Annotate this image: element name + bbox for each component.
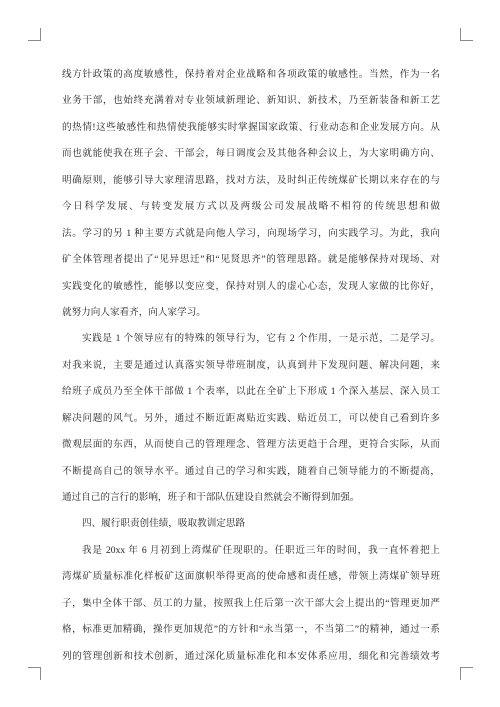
crop-mark-bottom-right [460,667,473,680]
text-line: 矿全体管理者提出了“见异思迁”和“见贤思齐”的管理思路。就是能够保持对现场、对 [62,254,440,266]
paragraph-2 [62,326,440,511]
crop-mark-bottom-left [28,667,41,680]
text-line: 微观层面的东西，从而使自己的管理理念、管理方法更趋于合理，更符合实际，从而 [62,439,440,451]
text-line: 格，标准更加精确，操作更加规范”的方针和“永当第一，不当第二”的精神，通过一系 [62,624,440,636]
section-heading-text: 四、履行职责创佳绩，吸取教训定思路 [82,518,246,530]
text-line: 实践变化的敏感性，能够以变应变，保持对别人的虚心心态，发现人家做的比你好， [62,280,440,292]
text-line: 列的管理创新和技术创新，通过深化质量标准化和本安体系应用，细化和完善绩效考 [62,650,440,662]
paragraph-1 [62,62,440,326]
text-line: 不断提高自己的领导水平。通过自己的学习和实践，随着自己领导能力的不断提高， [62,465,440,477]
section-heading [62,511,440,537]
text-line: 实践是 1 个领导应有的特殊的领导行为，它有 2 个作用，一是示范，二是学习。 [82,333,440,345]
text-line: 通过自己的言行的影响，班子和干部队伍建设自然就会不断得到加强。 [62,492,360,503]
text-line: 而也就能使我在班子会、干部会，每日调度会及其他各种会议上，为大家明确方向、 [62,148,440,160]
text-line: 法。学习的另 1 种主要方式就是向他人学习，向现场学习，向实践学习。为此，我向 [62,227,440,239]
crop-mark-top-left [28,28,41,41]
text-line: 线方针政策的高度敏感性，保持着对企业战略和各项政策的敏感性。当然，作为一名 [62,69,440,80]
text-line: 解决问题的风气。另外，通过不断近距离贴近实践、贴近员工，可以使自己看到许多 [62,412,440,424]
text-line: 湾煤矿质量标准化样板矿这面旗帜举得更高的使命感和责任感，带领上湾煤矿领导班 [62,571,440,583]
text-line: 对我来说，主要是通过认真落实领导带班制度，认真到井下发现问题、解决问题，来 [62,359,440,371]
paragraph-3 [62,538,440,670]
text-line: 子，集中全体干部、员工的力量，按照我上任后第一次干部大会上提出的“管理更加严 [62,597,440,609]
text-line: 明确原则，能够引导大家理清思路，找对方法，及时纠正传统煤矿长期以来存在的与 [62,174,440,186]
text-line: 今日科学发展、与转变发展方式以及两级公司发展战略不相符的传统思想和做 [62,201,440,213]
text-line: 我是 20xx 年 6 月初到上湾煤矿任现职的。任职近三年的时间，我一直怀着把上 [82,544,440,556]
document-body [62,62,440,670]
text-line: 业务干部，也始终充满着对专业领域新理论、新知识、新技术，乃至新装备和新工艺 [62,95,440,107]
text-line: 的热情!这些敏感性和热情使我能够实时掌握国家政策、行业动态和企业发展方向。从 [62,121,440,133]
crop-mark-top-right [460,28,473,41]
text-line: 就努力向人家看齐，向人家学习。 [62,306,206,318]
text-line: 给班子成员乃至全体干部做 1 个表率，以此在全矿上下形成 1 个深入基层、深入员工 [62,386,440,398]
